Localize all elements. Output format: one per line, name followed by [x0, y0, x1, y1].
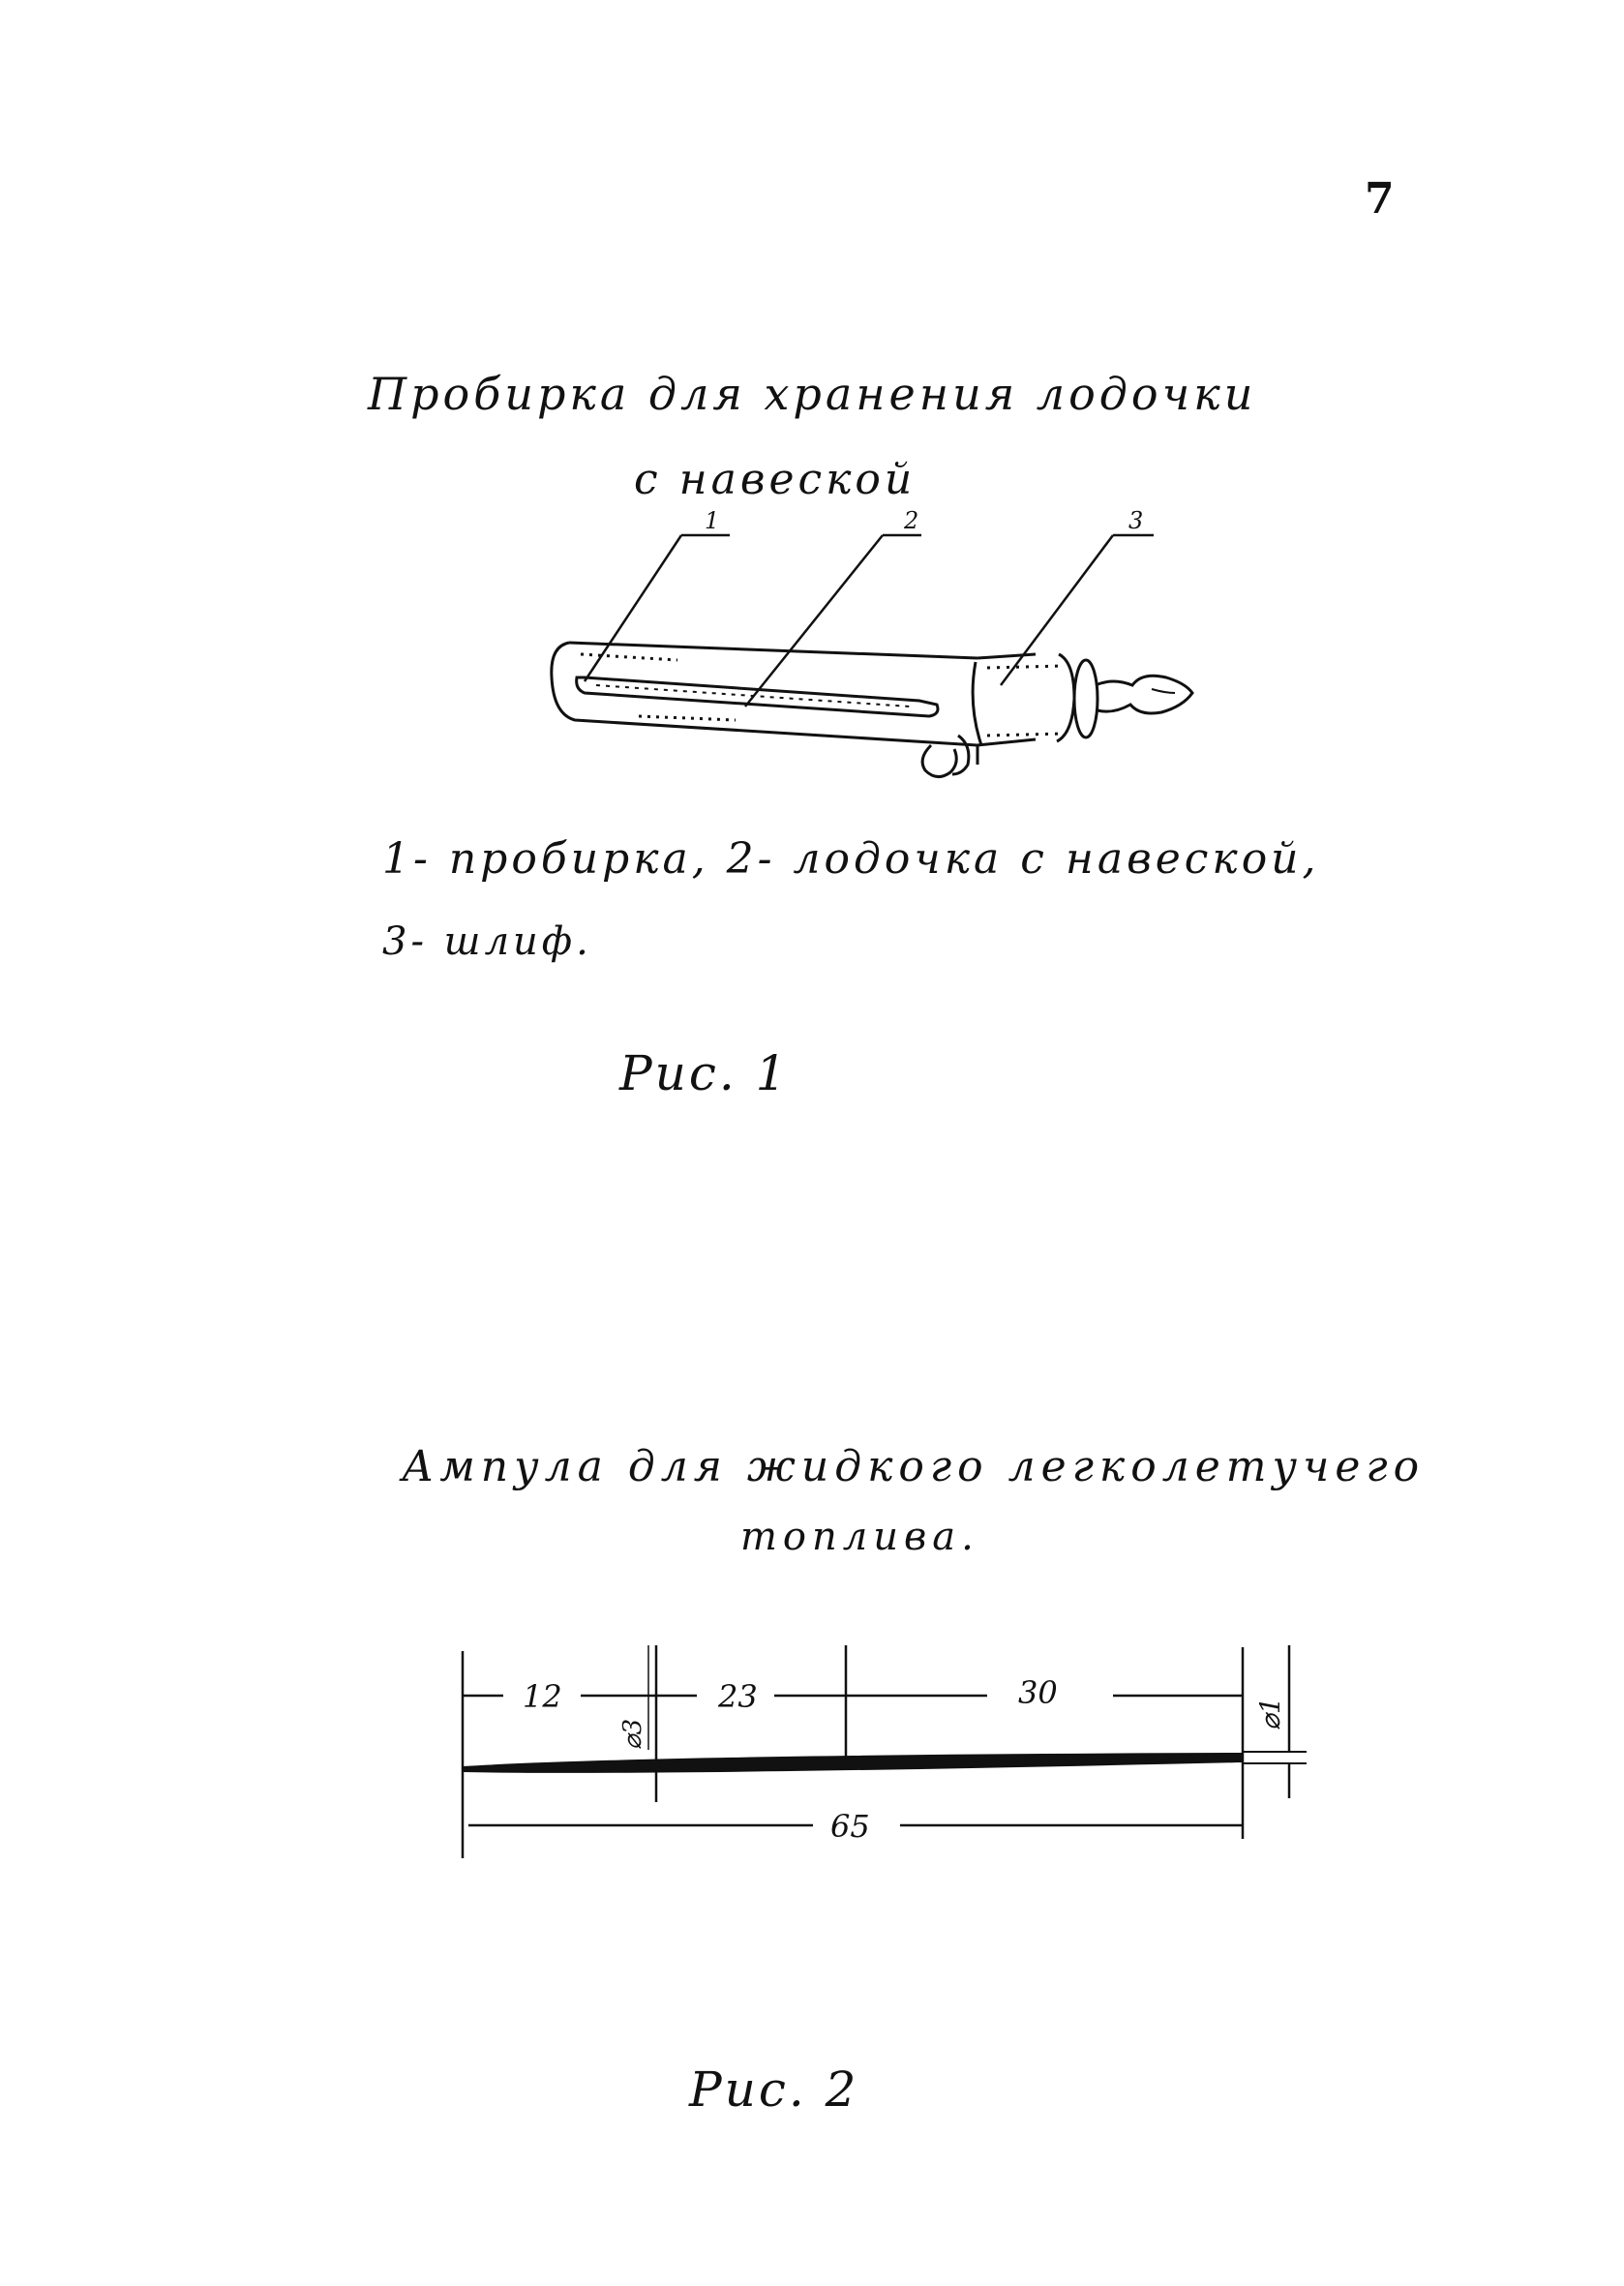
callout-3: 3: [1128, 507, 1144, 534]
figure1-title-line1: Пробирка для хранения лодочки: [368, 368, 1257, 420]
page-number: 7: [1365, 174, 1397, 224]
callout-leaders: [585, 535, 1154, 707]
figure2-caption: Рис. 2: [689, 2061, 859, 2118]
figure1-caption: Рис. 1: [619, 1045, 790, 1101]
figure1-title-line2: с навеской: [634, 455, 917, 504]
figure2-title-line1: Ампула для жидкого легколетучего: [402, 1442, 1426, 1491]
dimension-65: 65: [830, 1808, 870, 1845]
callout-2: 2: [904, 507, 919, 534]
figure1-legend-line1: 1- пробирка, 2- лодочка с навеской,: [382, 834, 1320, 884]
dimension-30: 30: [1018, 1674, 1058, 1711]
dimension-diameter-1: ⌀1: [1254, 1697, 1286, 1730]
figure1-legend-line2: 3- шлиф.: [382, 919, 592, 964]
test-tube-drawing: [552, 643, 1192, 777]
dimension-12: 12: [523, 1678, 562, 1715]
dimension-diameter-3: ⌀3: [618, 1718, 647, 1750]
callout-1: 1: [705, 507, 720, 534]
ampoule-drawing: [463, 1645, 1307, 1858]
figure2-title-line2: топлива.: [740, 1515, 979, 1559]
dimension-23: 23: [718, 1678, 758, 1715]
